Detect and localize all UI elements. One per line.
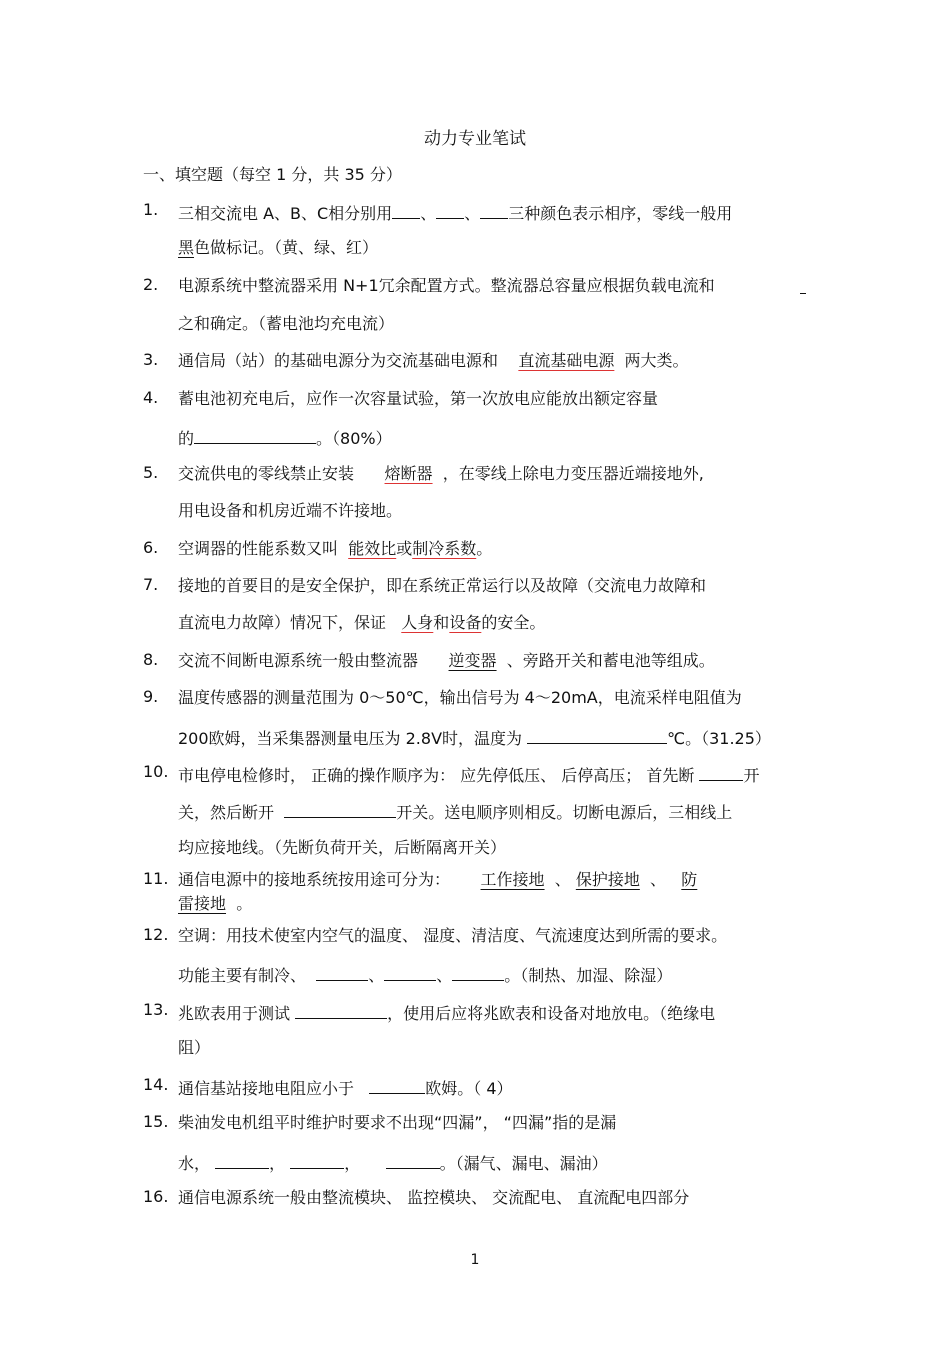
question-10-line-2: 关，然后断开 开关。送电顺序则相反。切断电源后，三相线上: [178, 799, 732, 824]
question-10-line-3: 均应接地线。（先断负荷开关，后断隔离开关）: [178, 838, 507, 857]
question-9-line-2: 200欧姆，当采集器测量电压为 2.8V时，温度为 ℃。（31.25）: [178, 725, 771, 750]
question-2-line-1: 电源系统中整流器采用 N+1冗余配置方式。整流器总容量应根据负载电流和: [178, 276, 715, 295]
question-14-line-1: 通信基站接地电阻应小于 欧姆。（ 4）: [178, 1075, 513, 1100]
question-16-line-1: 通信电源系统一般由整流模块、 监控模块、 交流配电、 直流配电四部分: [178, 1188, 690, 1207]
question-11-line-2: 雷接地 。: [178, 894, 253, 913]
answer-text: 工作接地: [480, 870, 545, 889]
question-1-line-2: 黑色做标记。（黄、绿、红）: [178, 238, 379, 257]
question-number: 12.: [143, 925, 169, 944]
page-title: 动力专业笔试: [424, 129, 526, 149]
answer-blank: [384, 962, 436, 981]
answer-blank: [436, 200, 464, 219]
question-number: 8.: [143, 650, 159, 669]
question-number: 7.: [143, 575, 159, 594]
question-number: 16.: [143, 1187, 169, 1206]
answer-blank: [392, 200, 420, 219]
answer-blank: [284, 799, 396, 818]
question-5-line-2: 用电设备和机房近端不许接地。: [178, 501, 403, 520]
answer-text: 保护接地: [575, 870, 640, 889]
question-7-line-1: 接地的首要目的是安全保护，即在系统正常运行以及故障（交流电力故障和: [178, 576, 707, 595]
section-heading: 一、填空题（每空 1 分，共 35 分）: [143, 165, 402, 184]
answer-blank: [295, 1000, 387, 1019]
answer-blank: [369, 1075, 425, 1094]
question-4-line-1: 蓄电池初充电后，应作一次容量试验，第一次放电应能放出额定容量: [178, 389, 659, 408]
answer-blank: [215, 1150, 269, 1169]
question-number: 5.: [143, 463, 159, 482]
page-number: 1: [470, 1252, 480, 1268]
answer-text: 直流基础电源: [518, 351, 615, 370]
question-15-line-2: 水， ， ， 。（漏气、漏电、漏油）: [178, 1150, 608, 1175]
question-number: 6.: [143, 538, 159, 557]
answer-blank: [452, 962, 504, 981]
answer-blank: [290, 1150, 344, 1169]
question-number: 10.: [143, 762, 169, 781]
answer-blank: [699, 762, 743, 781]
question-13-line-1: 兆欧表用于测试 ，使用后应将兆欧表和设备对地放电。（绝缘电: [178, 1000, 715, 1025]
question-number: 1.: [143, 200, 159, 219]
question-13-line-2: 阻）: [178, 1038, 211, 1057]
question-12-line-2: 功能主要有制冷、 、 、 。（制热、加湿、除湿）: [178, 962, 672, 987]
question-7-line-2: 直流电力故障）情况下，保证 人身和设备的安全。: [178, 613, 546, 632]
answer-blank: [800, 275, 806, 294]
question-5-line-1: 交流供电的零线禁止安装 熔断器 ，在零线上除电力变压器近端接地外,: [178, 464, 704, 483]
answer-text: 逆变器: [448, 651, 497, 670]
question-number: 3.: [143, 350, 159, 369]
answer-text: 能效比: [348, 539, 397, 558]
question-number: 9.: [143, 687, 159, 706]
question-4-line-2: 的 。（80%）: [178, 425, 392, 450]
answer-text: 熔断器: [384, 464, 433, 483]
answer-text: 设备: [449, 613, 482, 632]
answer-text: 防: [681, 870, 698, 889]
answer-text: 雷接地: [178, 894, 227, 913]
answer-blank: [386, 1150, 440, 1169]
question-number: 2.: [143, 275, 159, 294]
question-12-line-1: 空调：用技术使室内空气的温度、 湿度、清洁度、气流速度达到所需的要求。: [178, 926, 728, 945]
answer-text: 人身: [401, 613, 434, 632]
question-3-line-1: 通信局（站）的基础电源分为交流基础电源和 直流基础电源 两大类。: [178, 351, 689, 370]
question-15-line-1: 柴油发电机组平时维护时要求不出现“四漏”， “四漏”指的是漏: [178, 1113, 617, 1132]
answer-blank: [316, 962, 368, 981]
question-6-line-1: 空调器的性能系数又叫 能效比或制冷系数。: [178, 539, 493, 558]
answer-text: 制冷系数: [412, 539, 477, 558]
answer-blank: [527, 725, 667, 744]
question-10-line-1: 市电停电检修时， 正确的操作顺序为： 应先停低压、 后停高压； 首先断 开: [178, 762, 759, 787]
answer-blank: [194, 425, 316, 444]
question-2-line-2: 之和确定。（蓄电池均充电流）: [178, 314, 395, 333]
question-9-line-1: 温度传感器的测量范围为 0～50℃，输出信号为 4～20mA，电流采样电阻值为: [178, 688, 742, 707]
question-11-line-1: 通信电源中的接地系统按用途可分为： 工作接地 、 保护接地 、 防: [178, 870, 698, 889]
question-8-line-1: 交流不间断电源系统一般由整流器 逆变器 、旁路开关和蓄电池等组成。: [178, 651, 715, 670]
question-number: 14.: [143, 1075, 169, 1094]
question-number: 13.: [143, 1000, 169, 1019]
answer-blank: [480, 200, 508, 219]
question-number: 11.: [143, 869, 169, 888]
question-number: 15.: [143, 1112, 169, 1131]
question-1-line-1: 三相交流电 A、B、C相分别用 、 、 三种颜色表示相序，零线一般用: [178, 200, 732, 225]
question-number: 4.: [143, 388, 159, 407]
